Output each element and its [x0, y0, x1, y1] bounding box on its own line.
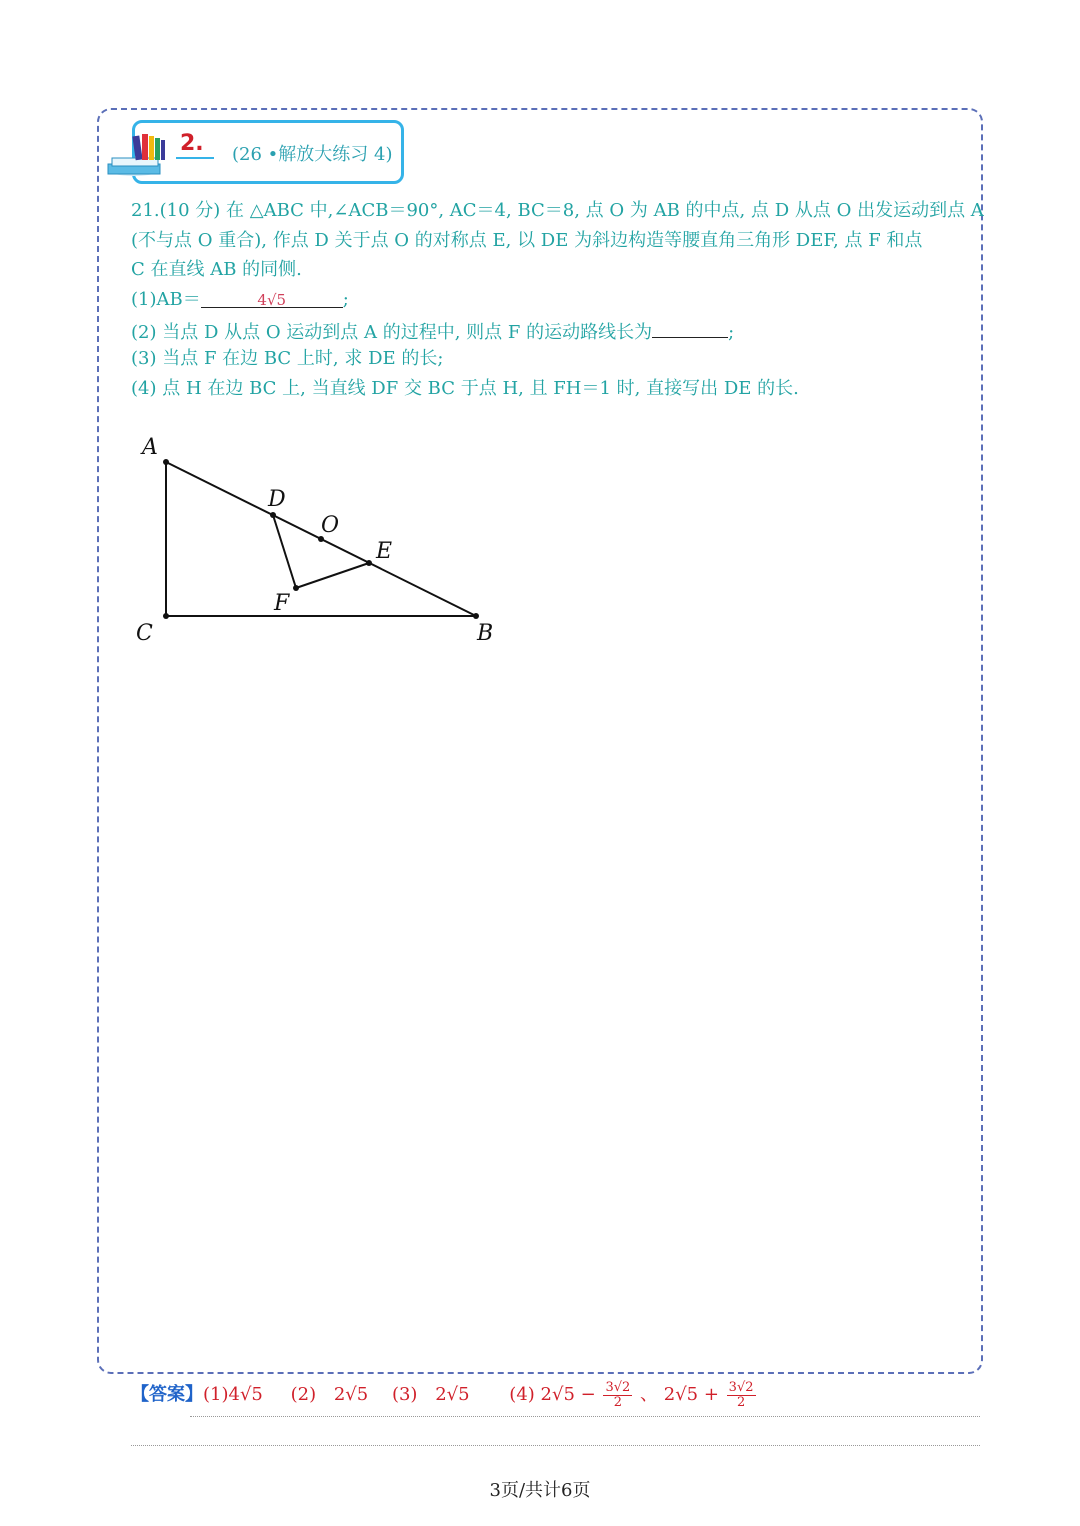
label-o: O [321, 513, 340, 538]
answer-4-first: 2√5 − [540, 1384, 596, 1405]
label-e: E [376, 539, 393, 564]
point-d [270, 512, 276, 518]
part2-text: (2) 当点 D 从点 O 运动到点 A 的过程中, 则点 F 的运动路线长为 [131, 322, 653, 343]
point-f [293, 585, 299, 591]
page-footer: 3页/共计6页 [489, 1480, 591, 1501]
part2-blank [652, 317, 728, 338]
notes-dotted-line [131, 1445, 980, 1446]
part2-suffix: ; [728, 322, 735, 343]
point-a [163, 459, 169, 465]
label-a: A [142, 435, 158, 460]
fraction-2-denominator: 2 [736, 1394, 746, 1410]
answer-4-separator: 、 [640, 1384, 659, 1405]
answer-2-label: (2) [290, 1384, 317, 1405]
part1-suffix: ; [342, 289, 349, 310]
answer-3: 2√5 [435, 1384, 470, 1405]
answer-4-fraction-1 [603, 1381, 632, 1410]
section-source: (26 •解放大练习 4) [232, 144, 393, 165]
question-stem-line-3: C 在直线 AB 的同侧. [131, 259, 302, 280]
question-part-3: (3) 当点 F 在边 BC 上时, 求 DE 的长; [131, 348, 444, 369]
answer-row [131, 1380, 981, 1420]
fraction-2-numerator: 3√2 [728, 1379, 754, 1395]
question-part-4: (4) 点 H 在边 BC 上, 当直线 DF 交 BC 于点 H, 且 FH＝1 时, 直接写出 DE 的长. [131, 378, 799, 399]
answer-1: (1)4√5 [203, 1384, 263, 1405]
question-stem-line-1: 21.(10 分) 在 △ABC 中,∠ACB＝90°, AC＝4, BC＝8, 点 O 为 AB 的中点, 点 D 从点 O 出发运动到点 A [131, 200, 984, 221]
fraction-1-numerator: 3√2 [605, 1379, 631, 1395]
answer-4-label: (4) [509, 1384, 535, 1405]
question-part-1 [131, 287, 349, 313]
answer-4-second: 2√5 + [663, 1384, 719, 1405]
answer-4-fraction-2 [727, 1381, 756, 1410]
question-stem-line-2: (不与点 O 重合), 作点 D 关于点 O 的对称点 E, 以 DE 为斜边构造等腰直角三角形 DEF, 点 F 和点 [131, 230, 923, 251]
segment-fe [296, 563, 369, 588]
point-b [473, 613, 479, 619]
label-c: C [136, 621, 153, 646]
question-part-2 [131, 317, 734, 346]
part1-prefix: (1)AB＝ [131, 289, 201, 310]
label-d: D [268, 487, 286, 512]
section-number-underline [176, 157, 214, 159]
label-f: F [274, 591, 290, 616]
label-b: B [477, 621, 494, 646]
answer-tag: 【答案】 [131, 1384, 203, 1405]
part1-blank [201, 287, 343, 308]
point-c [163, 613, 169, 619]
point-e [366, 560, 372, 566]
answer-dotted-line [190, 1416, 980, 1417]
triangle-figure [120, 428, 520, 658]
part1-answer: 4√5 [257, 291, 287, 309]
section-number: 2. [180, 131, 204, 156]
answer-2: 2√5 [333, 1384, 369, 1405]
answer-3-label: (3) [391, 1384, 418, 1405]
fraction-1-denominator: 2 [613, 1394, 622, 1410]
